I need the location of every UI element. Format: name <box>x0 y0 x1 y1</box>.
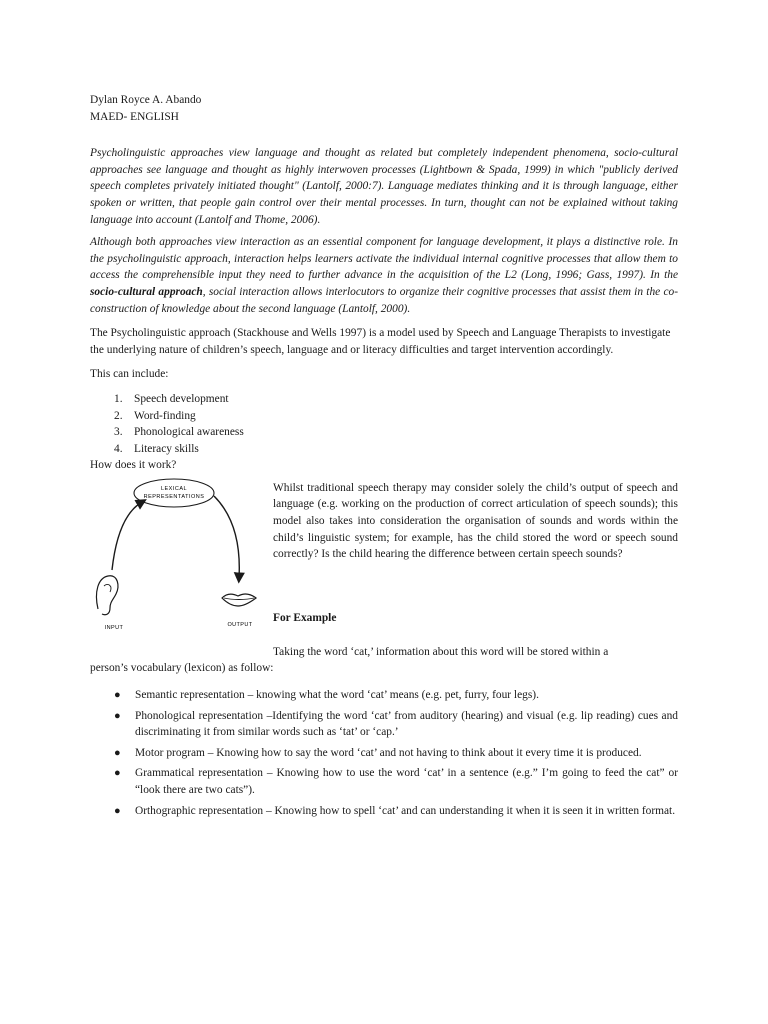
paragraph-interaction-text-after: , social interaction allows interlocutors to organize their cognitive processes that assist them in the co-construction of knowledge about the second language (Lantolf, 2000). <box>90 285 678 315</box>
model-description-paragraph: Whilst traditional speech therapy may consider solely the child’s output of speech and language (e.g. working on the production of correct articulation of speech sounds); this model also takes into consideration the organisation of sounds and words within the child’s linguistic system; for example, has the child stored the word or speech sound correctly? Is the child hearing the difference between certain speech sounds? <box>273 481 678 561</box>
how-does-it-work-label: How does it work? <box>90 459 177 472</box>
figure-row <box>90 474 678 638</box>
lexical-representations-ellipse <box>134 479 214 507</box>
bullet-icon: ● <box>114 746 121 759</box>
bullet-icon: ● <box>114 804 121 817</box>
sociocultural-approach-term: socio-cultural approach <box>90 285 203 298</box>
list-item: ● Phonological representation –Identifying the word ‘cat’ from auditory (hearing) and visual (e.g. lip reading) cues and discriminating it from similar words such as ‘tat’ or ‘cap.’ <box>114 709 678 739</box>
list-item: ● Grammatical representation – Knowing how to use the word ‘cat’ in a sentence (e.g.” I’m going to feed the cat” or “look there are two cats”). <box>114 767 678 797</box>
lexical-label-line2: REPRESENTATIONS <box>143 493 205 500</box>
input-arrow <box>112 502 142 570</box>
list-item: 2. Word-finding <box>114 409 196 422</box>
lexical-representation-diagram <box>90 474 268 638</box>
cat-intro-line2: person’s vocabulary (lexicon) as follow: <box>90 662 274 675</box>
list-item: 3. Phonological awareness <box>114 426 244 439</box>
author-header <box>90 92 678 125</box>
program-name: MAED- ENGLISH <box>90 110 179 123</box>
author-name: Dylan Royce A. Abando <box>90 94 202 106</box>
lips-icon <box>222 594 256 606</box>
paragraph-interaction-text-before: Although both approaches view interaction as an essential component for language development, it plays a distinctive role. In the psycholinguistic approach, interaction helps learners activate the individual internal cognitive processes that allow them to access the comprehensible input they need to further advance in the acquisition of the L2 (Long, 1996; Gass, 1997). In the <box>90 236 678 282</box>
list-item: 1. Speech development <box>114 392 229 405</box>
paragraph-psycholinguistic-vs-sociocultural: Psycholinguistic approaches view language and thought as related but completely independent phenomena, socio-cultural approaches see language and thought as highly interwoven processes (Lightbown & Spada, 1999) in which "publicly derived speech completes privately initiated thought" (Lantolf, 2000:7). Language mediates thinking and it is through language, either spoken or written, that people gain control over their mental processes. In turn, thought can not be explained without taking language into account (Lantolf and Thome, 2006). <box>90 147 678 226</box>
bullet-icon: ● <box>114 689 121 702</box>
bullet-icon: ● <box>114 767 121 780</box>
input-label: INPUT <box>104 624 124 631</box>
list-item: ● Orthographic representation – Knowing how to spell ‘cat’ and can understanding it when it is seen it in written format. <box>90 803 678 820</box>
document-page <box>90 92 678 823</box>
paragraph-interaction-role <box>90 234 678 317</box>
output-label: OUTPUT <box>227 621 253 628</box>
paragraph-psycholinguistic-approach: The Psycholinguistic approach (Stackhouse and Wells 1997) is a model used by Speech and Language Therapists to investigate the underlying nature of children’s speech, language and or literacy difficulties and target intervention accordingly. <box>90 327 671 356</box>
list-item: ● Semantic representation – knowing what the word ‘cat’ means (e.g. pet, furry, four legs). <box>90 687 678 704</box>
list-item: ● Motor program – Knowing how to say the word ‘cat’ and not having to think about it every time it is produced. <box>90 745 678 762</box>
for-example-heading: For Example <box>273 611 337 624</box>
cat-intro-line1: Taking the word ‘cat,’ information about this word will be stored within a <box>273 645 609 658</box>
include-label: This can include: <box>90 368 169 381</box>
output-arrow <box>214 496 239 578</box>
lexical-label-line1: LEXICAL <box>160 485 188 492</box>
list-item: 4. Literacy skills <box>114 442 199 455</box>
representation-bullet-list <box>90 687 678 819</box>
ear-icon <box>96 576 117 615</box>
include-list <box>90 391 678 457</box>
bullet-icon: ● <box>114 709 121 722</box>
